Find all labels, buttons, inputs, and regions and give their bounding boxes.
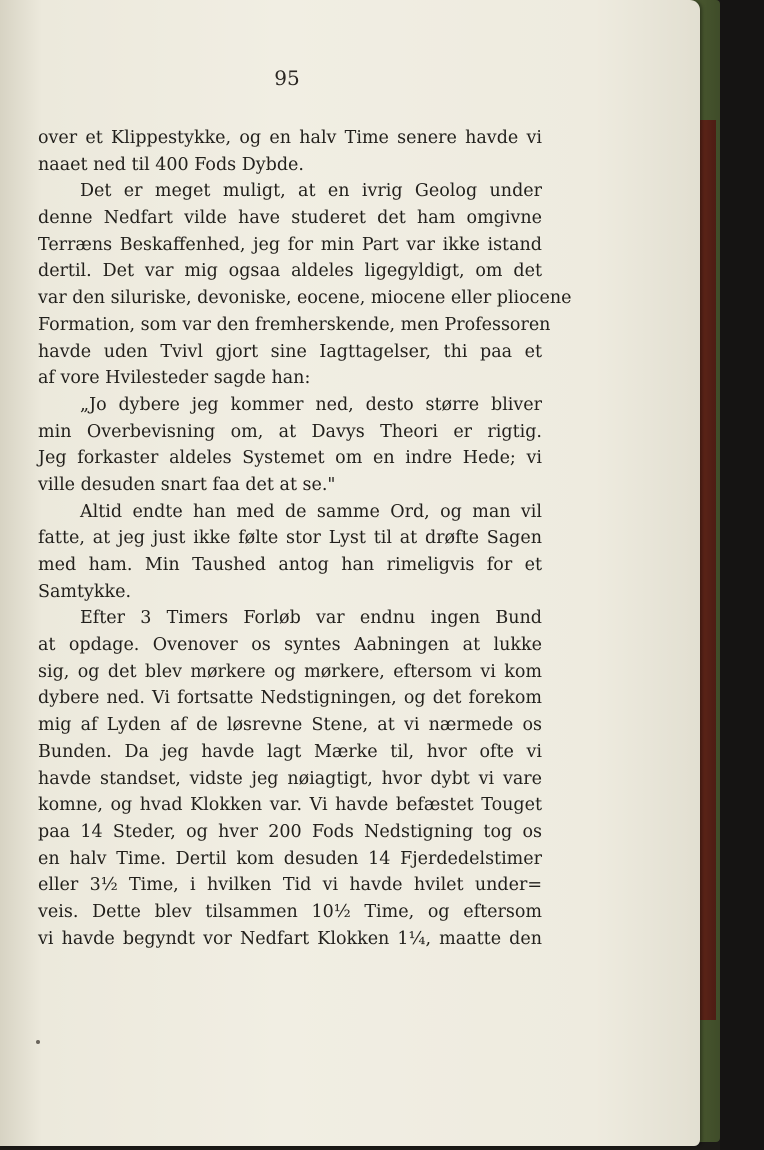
text-line: Samtykke. xyxy=(38,581,132,602)
text-line: sig, og det blev mørkere og mørkere, eftersom vi kom xyxy=(38,661,542,682)
text-line: komne, og hvad Klokken var. Vi havde befæstet Touget xyxy=(38,795,542,816)
text-line: paa 14 Steder, og hver 200 Fods Nedstigning tog os xyxy=(38,821,542,842)
text-line: Det er meget muligt, at en ivrig Geolog under xyxy=(80,181,542,202)
text-line: Terræns Beskaffenhed, jeg for min Part var ikke istand xyxy=(38,234,542,255)
text-line: denne Nedfart vilde have studeret det ham omgivne xyxy=(38,208,542,229)
text-line: veis. Dette blev tilsammen 10½ Time, og eftersom xyxy=(38,901,542,922)
body-text xyxy=(38,125,572,952)
text-line: dertil. Det var mig ogsaa aldeles ligegyldigt, om det xyxy=(38,261,542,282)
text-line: Efter 3 Timers Forløb var endnu ingen Bund xyxy=(80,608,542,629)
text-line: Altid endte han med de samme Ord, og man vil xyxy=(80,501,542,522)
text-line: Bunden. Da jeg havde lagt Mærke til, hvor ofte vi xyxy=(38,741,542,762)
text-line: med ham. Min Taushed antog han rimeligvis for et xyxy=(38,555,542,575)
text-line: var den siluriske, devoniske, eocene, miocene eller pliocene xyxy=(38,288,572,309)
text-line: Formation, som var den fremherskende, men Professoren xyxy=(38,314,551,335)
page-number: 95 xyxy=(274,66,300,90)
text-line: af vore Hvilesteder sagde han: xyxy=(38,368,311,389)
text-line: naaet ned til 400 Fods Dybde. xyxy=(38,154,304,175)
text-line: min Overbevisning om, at Davys Theori er rigtig. xyxy=(38,421,542,442)
text-line: dybere ned. Vi fortsatte Nedstigningen, og det forekom xyxy=(38,688,542,709)
text-line: „Jo dybere jeg kommer ned, desto større bliver xyxy=(80,394,542,415)
text-line: ville desuden snart faa det at se." xyxy=(38,474,336,495)
text-line: havde standset, vidste jeg nøiagtigt, hvor dybt vi vare xyxy=(38,768,542,789)
text-line: over et Klippestykke, og en halv Time senere havde vi xyxy=(38,128,542,148)
text-line: at opdage. Ovenover os syntes Aabningen at lukke xyxy=(38,635,542,656)
text-line: vi havde begyndt vor Nedfart Klokken 1¼, maatte den xyxy=(38,928,542,949)
text-line: en halv Time. Dertil kom desuden 14 Fjerdedelstimer xyxy=(38,848,542,869)
ink-speck xyxy=(36,1040,40,1044)
text-line: eller 3½ Time, i hvilken Tid vi havde hvilet under= xyxy=(38,875,542,896)
background-shadow xyxy=(720,0,764,1150)
text-line: fatte, at jeg just ikke følte stor Lyst til at drøfte Sagen xyxy=(38,528,542,549)
text-line: havde uden Tvivl gjort sine Iagttagelser, thi paa et xyxy=(38,341,542,362)
text-line: Jeg forkaster aldeles Systemet om en indre Hede; vi xyxy=(38,448,542,469)
text-line: mig af Lyden af de løsrevne Stene, at vi nærmede os xyxy=(38,715,542,736)
